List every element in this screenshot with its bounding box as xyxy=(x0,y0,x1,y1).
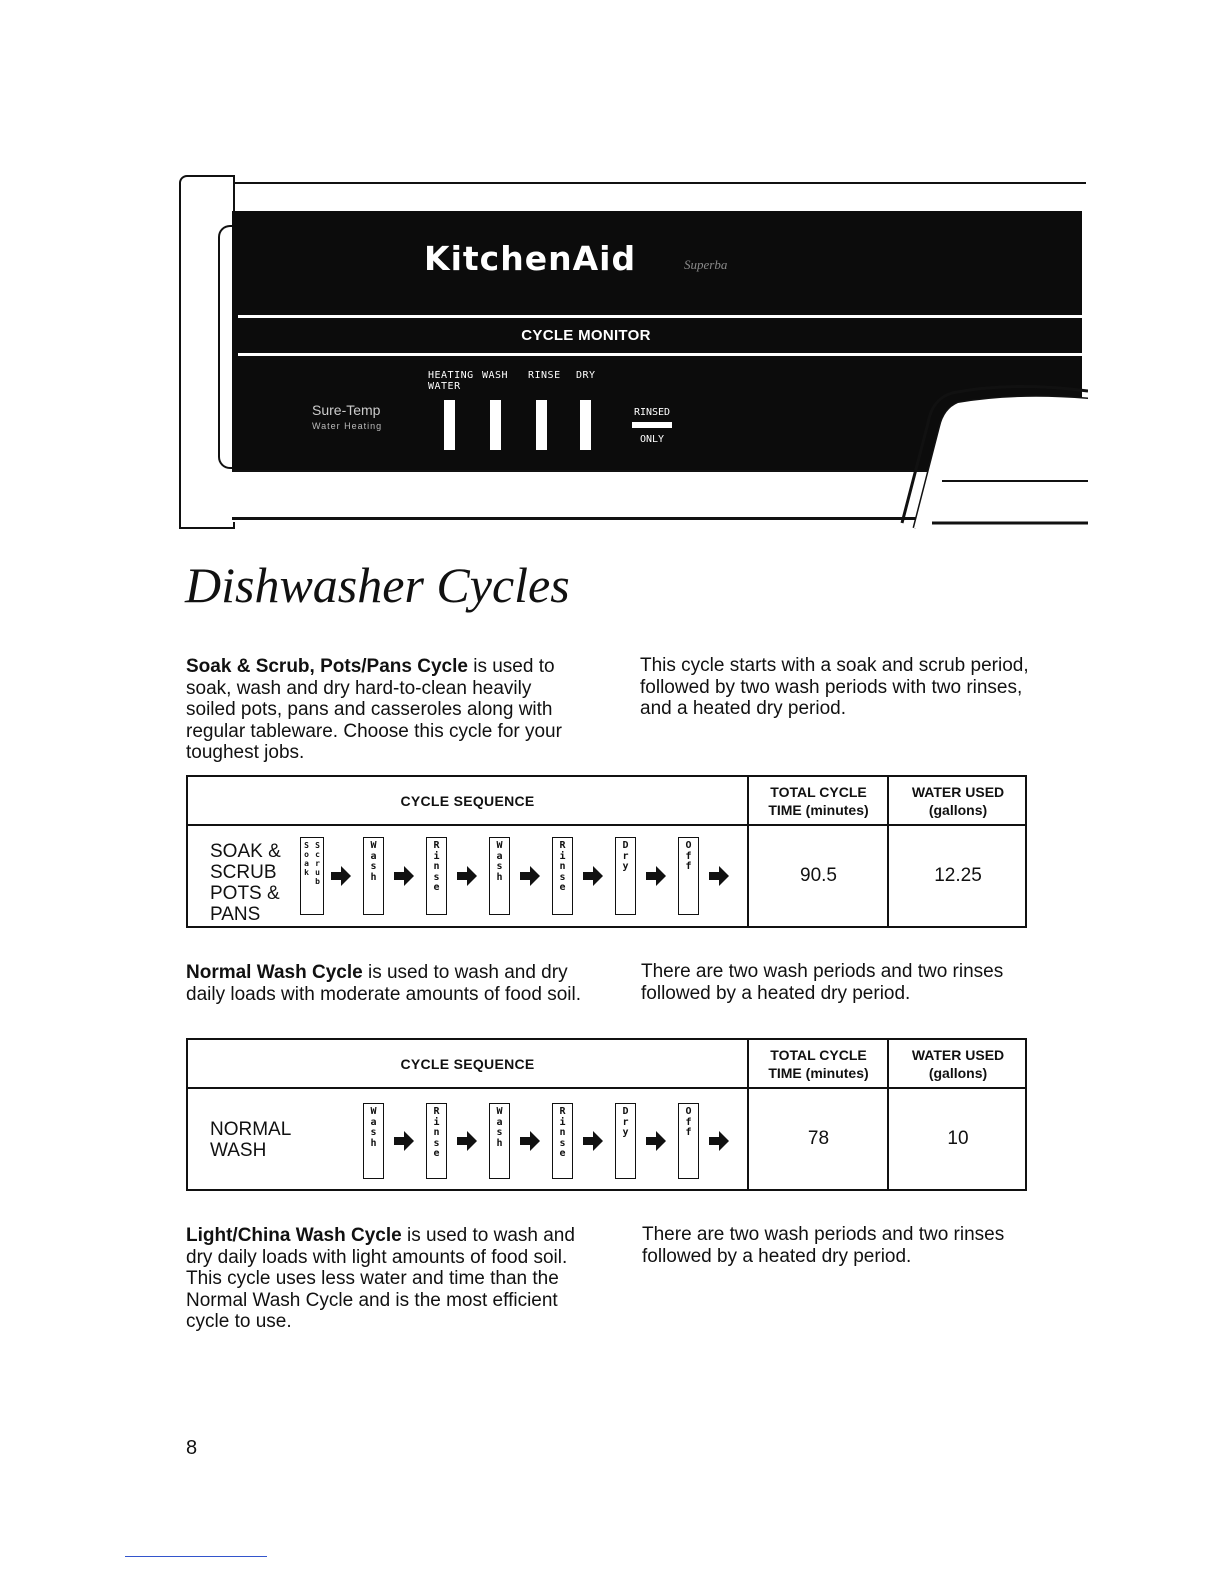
label-line: PANS xyxy=(210,904,261,925)
cycle-step-rinse: R i n s e xyxy=(426,1103,447,1179)
water-used-value: 10 xyxy=(887,1089,1027,1189)
indicator-light-heating xyxy=(444,400,455,450)
suretemp-label xyxy=(312,402,382,434)
normal-wash-cycle-text: is used to wash and dry daily loads with moderate amounts of food soil. xyxy=(186,962,581,1005)
label-line: POTS & xyxy=(210,883,280,904)
cycle-step-rinse: R i n s e xyxy=(552,1103,573,1179)
total-cycle-time-value: 78 xyxy=(747,1089,888,1189)
total-cycle-time-header xyxy=(747,1040,888,1089)
cycle-step-off: O f f xyxy=(678,1103,699,1179)
soak-scrub-cycle-name: Soak & Scrub, Pots/Pans Cycle xyxy=(186,656,468,677)
cycle-monitor-label: CYCLE MONITOR xyxy=(521,327,651,344)
sequence-arrow-icon xyxy=(708,1130,730,1152)
footer-rule xyxy=(125,1556,267,1557)
sequence-arrow-icon xyxy=(393,865,415,887)
indicator-label-wash: WASH xyxy=(482,370,509,381)
soak-scrub-cycle-table xyxy=(186,775,1027,928)
cycle-sequence-cell xyxy=(188,826,747,926)
cycle-step-wash: W a s h xyxy=(363,837,384,915)
light-china-cycle-text: is used to wash and dry daily loads with light amounts of food soil. This cycle uses less water and time than the Normal Wash Cycle and is the most efficient cycle to use. xyxy=(186,1225,575,1332)
sequence-arrow-icon xyxy=(519,1130,541,1152)
indicator-light-dry xyxy=(580,400,591,450)
water-header-line2: (gallons) xyxy=(928,1064,988,1081)
cycle-step-wash: W a s h xyxy=(489,837,510,915)
indicator-label-rinse: RINSE xyxy=(528,370,561,381)
rinsed-light xyxy=(632,422,672,428)
rinsed-only-indicator xyxy=(632,407,672,445)
sequence-arrow-icon xyxy=(708,865,730,887)
label-line: SOAK & xyxy=(210,841,281,862)
cycle-step-dry: D r y xyxy=(615,837,636,915)
label-line: SCRUB xyxy=(210,862,277,883)
cycle-row-label xyxy=(210,841,281,925)
panel-top-edge xyxy=(230,182,1086,184)
cycle-sequence-cell xyxy=(188,1089,747,1189)
sequence-arrow-icon xyxy=(582,865,604,887)
cycle-sequence-header: CYCLE SEQUENCE xyxy=(188,1040,747,1089)
step-letters: S o a k xyxy=(304,841,309,877)
time-header-line2: TIME (minutes) xyxy=(768,801,869,818)
indicator-label-heating: HEATING xyxy=(428,370,474,381)
step-letters: S c r u b xyxy=(315,841,320,886)
brand-model: Superba xyxy=(684,257,728,272)
normal-wash-summary: There are two wash periods and two rinses followed by a heated dry period. xyxy=(641,961,1004,1004)
total-cycle-time-value: 90.5 xyxy=(747,826,888,926)
brand-logo: KitchenAid xyxy=(424,239,637,278)
panel-stripe-top xyxy=(238,315,1082,318)
page-title: Dishwasher Cycles xyxy=(185,557,570,613)
indicator-light-wash xyxy=(490,400,501,450)
time-header-line2: TIME (minutes) xyxy=(768,1064,869,1081)
panel-stripe-bottom xyxy=(238,353,1082,356)
indicator-label-water: WATER xyxy=(428,381,461,392)
indicator-label-dry: DRY xyxy=(576,370,596,381)
soak-scrub-summary: This cycle starts with a soak and scrub period, followed by two wash periods with two rinses, and a heated dry period. xyxy=(640,655,1029,719)
cycle-step-rinse: R i n s e xyxy=(552,837,573,915)
cycle-sequence-header: CYCLE SEQUENCE xyxy=(188,777,747,826)
sequence-arrow-icon xyxy=(456,1130,478,1152)
light-china-cycle-name: Light/China Wash Cycle xyxy=(186,1225,402,1246)
door-handle-illustration xyxy=(892,383,1088,533)
sequence-arrow-icon xyxy=(645,1130,667,1152)
water-header-line1: WATER USED xyxy=(911,783,1005,800)
water-header-line2: (gallons) xyxy=(928,801,988,818)
water-used-header xyxy=(887,1040,1027,1089)
time-header-line1: TOTAL CYCLE xyxy=(770,1046,867,1063)
sequence-arrow-icon xyxy=(582,1130,604,1152)
water-used-header xyxy=(887,777,1027,826)
sequence-arrow-icon xyxy=(393,1130,415,1152)
control-panel-illustration xyxy=(176,175,1086,530)
sequence-arrow-icon xyxy=(519,865,541,887)
total-cycle-time-header xyxy=(747,777,888,826)
soak-scrub-cycle-text: is used to soak, wash and dry hard-to-clean heavily soiled pots, pans and casseroles along with regular tableware. Choose this cycle for your toughest jobs. xyxy=(186,656,562,763)
cycle-step-soak-scrub xyxy=(300,837,324,915)
normal-wash-cycle-table xyxy=(186,1038,1027,1191)
light-china-summary: There are two wash periods and two rinses followed by a heated dry period. xyxy=(642,1224,1005,1267)
sequence-arrow-icon xyxy=(645,865,667,887)
label-line: WASH xyxy=(210,1140,267,1161)
normal-wash-description xyxy=(186,962,586,1005)
water-used-value: 12.25 xyxy=(887,826,1027,926)
only-label: ONLY xyxy=(639,434,665,445)
normal-wash-cycle-name: Normal Wash Cycle xyxy=(186,962,363,983)
cycle-step-wash: W a s h xyxy=(363,1103,384,1179)
sequence-arrow-icon xyxy=(330,865,352,887)
sequence-arrow-icon xyxy=(456,865,478,887)
soak-scrub-description xyxy=(186,656,576,764)
suretemp-subtitle: Water Heating xyxy=(312,421,383,431)
cycle-step-dry: D r y xyxy=(615,1103,636,1179)
cycle-step-wash: W a s h xyxy=(489,1103,510,1179)
cycle-step-rinse: R i n s e xyxy=(426,837,447,915)
time-header-line1: TOTAL CYCLE xyxy=(770,783,867,800)
water-header-line1: WATER USED xyxy=(911,1046,1005,1063)
page-number: 8 xyxy=(186,1437,198,1459)
suretemp-title: Sure-Temp xyxy=(312,402,381,418)
light-china-description xyxy=(186,1225,576,1333)
rinsed-label: RINSED xyxy=(633,407,671,418)
cycle-step-off: O f f xyxy=(678,837,699,915)
cycle-row-label xyxy=(210,1119,291,1161)
label-line: NORMAL xyxy=(210,1119,292,1140)
indicator-light-rinse xyxy=(536,400,547,450)
